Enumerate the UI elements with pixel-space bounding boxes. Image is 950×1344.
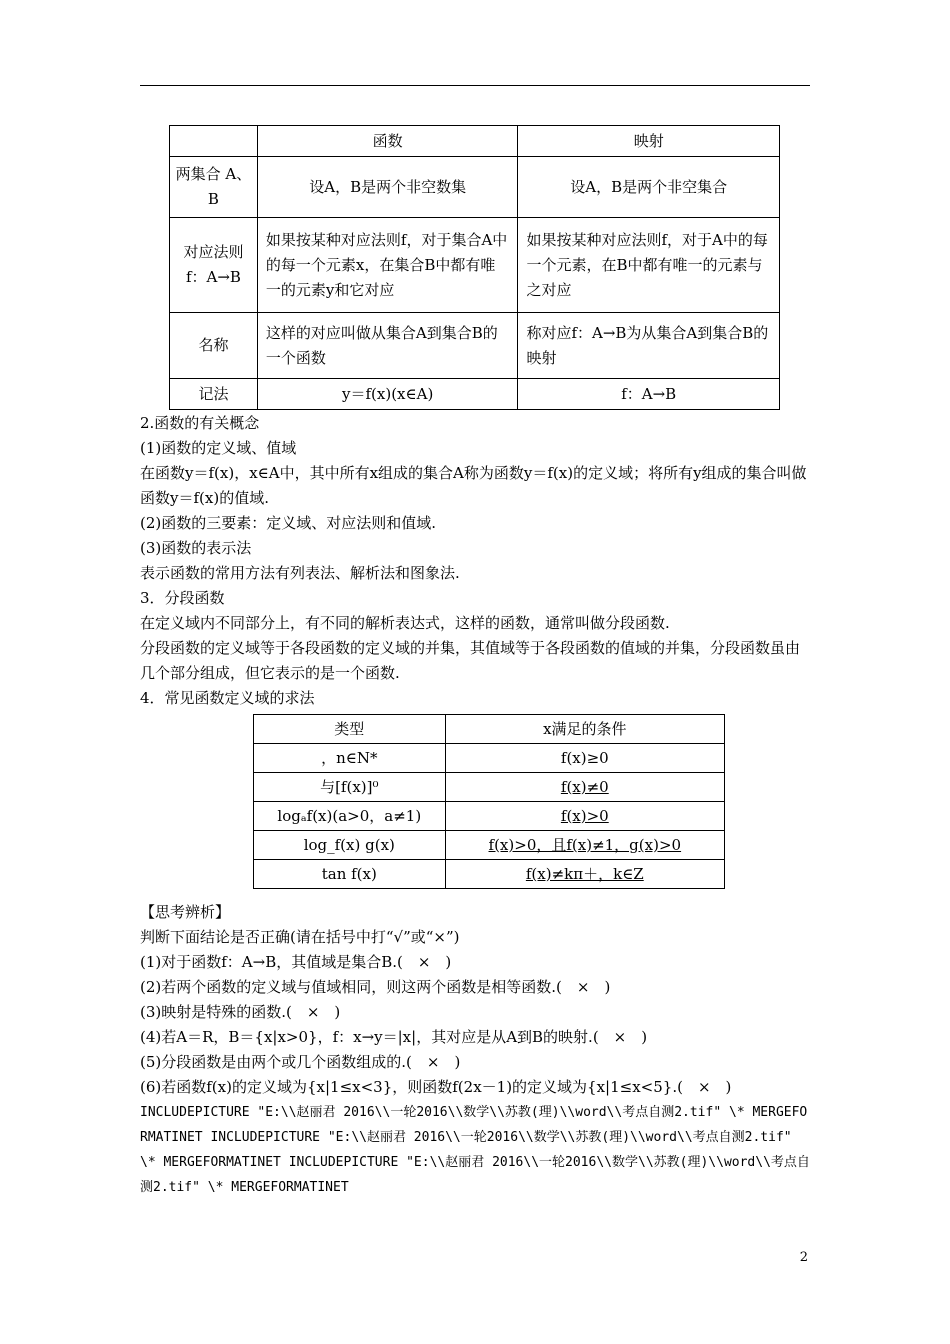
table2-condition: f(x)≠kπ＋，k∈Z: [445, 860, 724, 889]
table2-condition: f(x)≠0: [445, 773, 724, 802]
section2-subtitle-2: (2)函数的三要素：定义域、对应法则和值域.: [140, 514, 437, 532]
header-rule: [140, 85, 810, 86]
table2-type: 与[f(x)]⁰: [254, 773, 446, 802]
table1-label: 两集合 A、B: [170, 157, 258, 218]
table2-condition: f(x)≥0: [445, 744, 724, 773]
table2-type: ，n∈N*: [254, 744, 446, 773]
think-item-6: (6)若函数f(x)的定义域为{x|1≤x<3}，则函数f(2x－1)的定义域为{x|1≤x<5}.( × ): [140, 1078, 732, 1096]
table2-type: log_f(x) g(x): [254, 831, 446, 860]
table1-header-map: 映射: [518, 126, 780, 157]
table1-header-func: 函数: [257, 126, 518, 157]
think-item-3: (3)映射是特殊的函数.( × ): [140, 1003, 341, 1021]
table1-cell: 设A，B是两个非空数集: [257, 157, 518, 218]
section2-paragraph-1: 在函数y＝f(x)，x∈A中，其中所有x组成的集合A称为函数y＝f(x)的定义域；将所有y组成的集合叫做函数y＝f(x)的值域.: [140, 464, 807, 507]
table1-cell: 设A，B是两个非空集合: [518, 157, 780, 218]
section3-paragraph-1: 在定义域内不同部分上，有不同的解析表达式，这样的函数，通常叫做分段函数.: [140, 614, 670, 632]
page-number: 2: [799, 1250, 808, 1265]
think-item-2: (2)若两个函数的定义域与值域相同，则这两个函数是相等函数.( × ): [140, 978, 611, 996]
think-item-1: (1)对于函数f：A→B，其值域是集合B.( × ): [140, 953, 452, 971]
table1-cell: 称对应f：A→B为从集合A到集合B的映射: [518, 313, 780, 379]
table2-header-condition: x满足的条件: [445, 715, 724, 744]
section2-subtitle-3: (3)函数的表示法: [140, 539, 252, 557]
function-mapping-table: [169, 125, 780, 410]
include-field-codes: INCLUDEPICTURE "E:\\赵丽君 2016\\一轮2016\\数学\\苏教(理)\\word\\考点自测2.tif" \* MERGEFORMATINET INCLUDEPICTURE "E:\\赵丽君 2016\\一轮2016\\数学\\苏教(理)\\word\\考点自测2.tif" \* MERGEFORMATINET INCLUDEPICTURE "E:\\赵丽君 2016\\一轮2016\\数学\\苏教(理)\\word\\考点自测2.tif" \* MERGEFORMATINET: [140, 1105, 810, 1195]
section3-paragraph-2: 分段函数的定义域等于各段函数的定义域的并集，其值域等于各段函数的值域的并集，分段函数虽由几个部分组成，但它表示的是一个函数.: [140, 639, 801, 682]
section4-title: 4．常见函数定义域的求法: [140, 689, 315, 707]
table1-label: 名称: [170, 313, 258, 379]
table1-label: 对应法则 f：A→B: [170, 218, 258, 313]
table2-type: tan f(x): [254, 860, 446, 889]
section2-paragraph-3: 表示函数的常用方法有列表法、解析法和图象法.: [140, 564, 460, 582]
table2-type: logₐf(x)(a>0，a≠1): [254, 802, 446, 831]
section2-subtitle-1: (1)函数的定义域、值域: [140, 439, 297, 457]
table2-condition: f(x)>0: [445, 802, 724, 831]
table2-condition: f(x)>0，且f(x)≠1，g(x)>0: [445, 831, 724, 860]
think-intro: 判断下面结论是否正确(请在括号中打“√”或“×”): [140, 928, 460, 946]
think-title: 【思考辨析】: [140, 903, 231, 921]
section3-title: 3．分段函数: [140, 589, 225, 607]
table1-cell: y＝f(x)(x∈A): [257, 379, 518, 410]
think-item-5: (5)分段函数是由两个或几个函数组成的.( × ): [140, 1053, 461, 1071]
table1-cell: 这样的对应叫做从集合A到集合B的一个函数: [257, 313, 518, 379]
table1-label: 记法: [170, 379, 258, 410]
domain-conditions-table: [253, 714, 725, 889]
table1-corner: [170, 126, 258, 157]
table1-cell: f：A→B: [518, 379, 780, 410]
table2-header-type: 类型: [254, 715, 446, 744]
table1-cell: 如果按某种对应法则f，对于集合A中的每一个元素x，在集合B中都有唯一的元素y和它对应: [257, 218, 518, 313]
think-item-4: (4)若A＝R，B＝{x|x>0}，f：x→y＝|x|，其对应是从A到B的映射.( × ): [140, 1028, 648, 1046]
table1-cell: 如果按某种对应法则f，对于A中的每一个元素，在B中都有唯一的元素与之对应: [518, 218, 780, 313]
section2-title: 2.函数的有关概念: [140, 414, 260, 432]
